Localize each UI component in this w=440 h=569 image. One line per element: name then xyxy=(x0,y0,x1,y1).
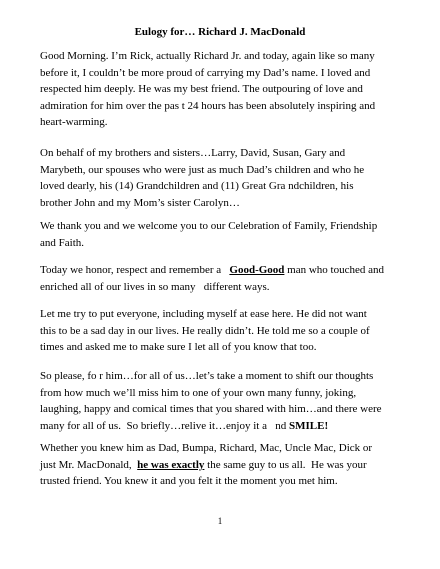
paragraph-names xyxy=(40,440,402,490)
text-line: respected him deeply. He was my best friend. The outpouring of love and xyxy=(40,83,363,96)
text-line: and Faith. xyxy=(40,236,84,249)
emphasis-smile: SMILE! xyxy=(288,419,329,432)
text-segment: the same guy to us all. He was your xyxy=(204,458,367,471)
text-segment: many for all of us. So briefly…relive it…enjoy it a nd xyxy=(40,419,289,432)
text-segment: Today we honor, respect and remember a xyxy=(40,264,230,276)
text-line: So please, fo r him…for all of us…let’s take a moment to shift our thoughts xyxy=(40,370,374,382)
text-line xyxy=(40,457,402,474)
paragraph-memories xyxy=(40,368,402,434)
text-line: loved dearly, his (14) Grandchildren and (11) Great Gra ndchildren, his xyxy=(40,180,354,193)
text-line: times and asked me to make sure I let all of you know that too. xyxy=(40,341,317,354)
text-line: trusted friend. You knew it and you felt it the moment you met him. xyxy=(40,475,338,488)
text-line: heart-warming. xyxy=(40,116,108,129)
text-segment: man who touched and xyxy=(284,264,384,276)
paragraph-welcome xyxy=(40,218,402,251)
text-line: Let me try to put everyone, including myself at ease here. He did not want xyxy=(40,308,367,320)
text-line: brother John and my Mom’s sister Carolyn… xyxy=(40,196,240,209)
text-line xyxy=(40,418,402,435)
text-line: On behalf of my brothers and sisters…Larry, David, Susan, Gary and xyxy=(40,147,346,159)
text-line xyxy=(40,262,402,279)
text-line: laughing, happy and comical times that you shared with him…and there were xyxy=(40,403,382,416)
text-segment: just Mr. MacDonald, xyxy=(40,458,138,471)
emphasis-good-good: Good-Good xyxy=(229,264,285,276)
text-line: from how much we’ll miss him to one of your own many funny, joking, xyxy=(40,386,357,399)
document-title: Eulogy for… Richard J. MacDonald xyxy=(134,26,306,38)
text-line: Marybeth, our spouses who were just as much Dad’s children and who he xyxy=(40,163,365,176)
emphasis-exactly: he was exactly xyxy=(137,458,205,471)
paragraph-honor xyxy=(40,262,402,295)
text-line: this to be a sad day in our lives. He really didn’t. He told me so a couple of xyxy=(40,324,370,337)
text-line: before it, I couldn’t be more proud of carrying my Dad’s name. I loved and xyxy=(40,66,371,79)
page-number: 1 xyxy=(217,516,223,526)
text-line: We thank you and we welcome you to our Celebration of Family, Friendship xyxy=(40,220,378,232)
text-line: Whether you knew him as Dad, Bumpa, Richard, Mac, Uncle Mac, Dick or xyxy=(40,442,373,454)
text-line: enriched all of our lives in so many different ways. xyxy=(40,280,270,293)
text-line: Good Morning. I’m Rick, actually Richard Jr. and today, again like so many xyxy=(40,50,375,62)
paragraph-greeting xyxy=(40,48,402,131)
text-line: admiration for him over the pas t 24 hours has been absolutely inspiring and xyxy=(40,99,376,112)
paragraph-at-ease xyxy=(40,306,402,356)
paragraph-family xyxy=(40,145,402,211)
